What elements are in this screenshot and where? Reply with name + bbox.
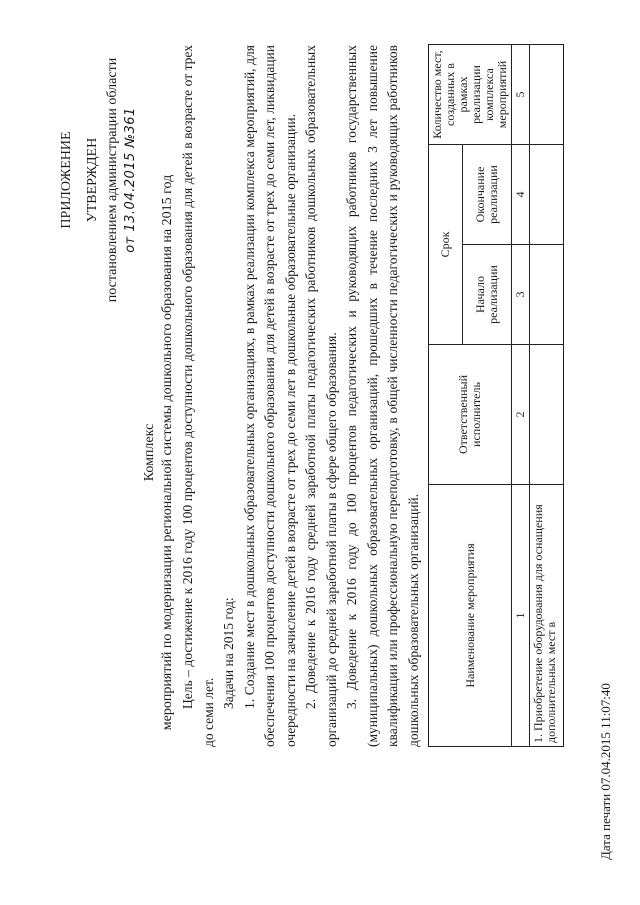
column-number: 2 bbox=[512, 345, 530, 485]
decree-date-number: от 13.04.2015 №361 bbox=[123, 107, 138, 253]
approved-label: УТВЕРЖДЕН bbox=[85, 137, 100, 223]
document-title: Комплекс bbox=[142, 423, 157, 482]
decree-text: постановлением администрации области bbox=[105, 57, 120, 303]
table-row bbox=[530, 45, 564, 747]
tasks-heading: Задачи на 2015 год: bbox=[221, 597, 236, 709]
task-2-paragraph: 2. Доведение к 2016 году средней заработной платы педагогических работников дошкольных образовательных организаций до средней заработной платы в сфере общего образования. bbox=[303, 45, 339, 747]
row-1-text: Приобретение оборудования для оснащения дополнительных мест в bbox=[531, 504, 558, 743]
measures-table bbox=[428, 44, 564, 747]
row-1-end bbox=[530, 145, 564, 245]
header-start: Начало реализации bbox=[463, 245, 512, 345]
column-number: 1 bbox=[512, 485, 530, 747]
row-1-executor bbox=[530, 345, 564, 485]
header-period: Срок bbox=[429, 145, 463, 345]
document-subtitle: мероприятий по модернизации региональной системы дошкольного образования на 2015 год bbox=[160, 174, 175, 731]
column-number: 5 bbox=[512, 45, 530, 145]
row-1-number: 1. bbox=[531, 734, 545, 743]
task-1-paragraph: 1. Создание мест в дошкольных образовательных организациях, в рамках реализации комплекса мероприятий, для обеспечения 100 процентов доступности дошкольного образования для детей в возрасте от трех до семи лет, ликвидации очередности на зачисление детей в возрасте от трех до семи лет в дошкольные образовательные организации. bbox=[241, 45, 298, 747]
table-number-row bbox=[512, 45, 530, 747]
header-count: Количество мест, созданных в рамках реализации комплекса мероприятий bbox=[429, 45, 512, 145]
row-1-start bbox=[530, 245, 564, 345]
table-header-row bbox=[429, 45, 463, 747]
appendix-label: ПРИЛОЖЕНИЕ bbox=[59, 131, 74, 229]
header-executor: Ответственный исполнитель bbox=[429, 345, 512, 485]
task-3-paragraph: 3. Доведение к 2016 году до 100 процентов педагогических и руководящих работников государственных (муниципальных) дошкольных образовательных организаций, прошедших в течение последних 3 лет повышение квалификации или профессиональную переподготовку, в общей численности педагогических и руководящих работников дошкольных образовательных организаций. bbox=[344, 45, 421, 747]
column-number: 4 bbox=[512, 145, 530, 245]
print-date: Дата печати 07.04.2015 11:07:40 bbox=[598, 683, 613, 860]
header-end: Окончание реализации bbox=[463, 145, 512, 245]
row-1-count bbox=[530, 45, 564, 145]
row-1-name bbox=[530, 485, 564, 747]
column-number: 3 bbox=[512, 245, 530, 345]
header-name: Наименование мероприятия bbox=[429, 485, 512, 747]
goal-paragraph: Цель – достижение к 2016 году 100 процентов доступности дошкольного образования для детей в возрасте от трех до семи лет. bbox=[180, 45, 216, 747]
body-text bbox=[178, 45, 424, 747]
